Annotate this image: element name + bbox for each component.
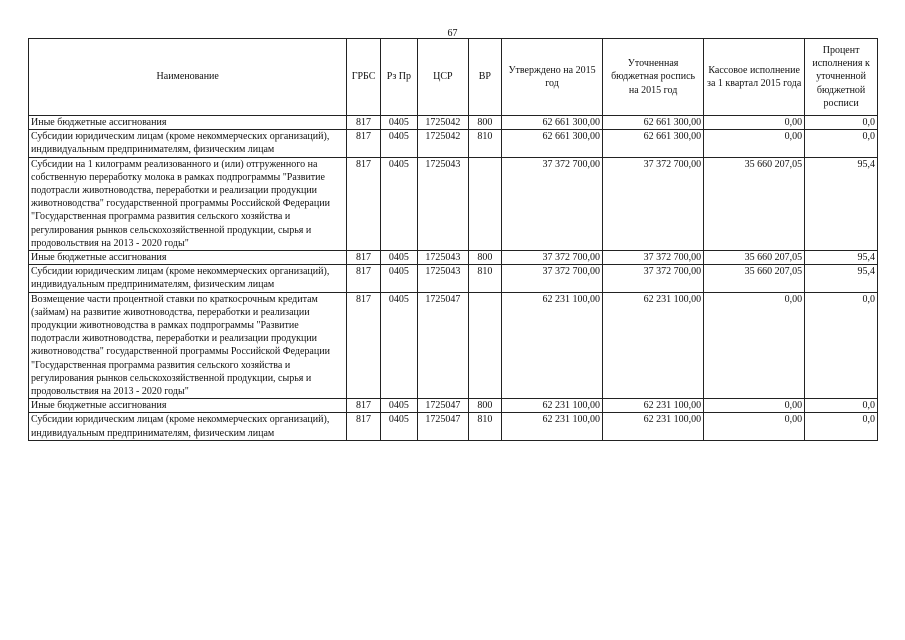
- header-approved: Утверждено на 2015 год: [501, 39, 602, 116]
- header-name: Наименование: [29, 39, 347, 116]
- row-grbs: 817: [347, 413, 380, 440]
- header-percent: Процент исполнения к уточненной бюджетной росписи: [805, 39, 878, 116]
- table-row: [29, 413, 878, 440]
- row-csr: 1725042: [418, 130, 469, 157]
- header-csr: ЦСР: [418, 39, 469, 116]
- row-vr: 800: [468, 251, 501, 265]
- row-vr: 810: [468, 265, 501, 292]
- row-name: Иные бюджетные ассигнования: [29, 251, 347, 265]
- row-name: Иные бюджетные ассигнования: [29, 116, 347, 130]
- row-revised: 62 661 300,00: [603, 116, 704, 130]
- row-percent: 95,4: [805, 251, 878, 265]
- table-row: [29, 251, 878, 265]
- row-approved: 62 661 300,00: [501, 116, 602, 130]
- row-approved: 62 661 300,00: [501, 130, 602, 157]
- table-row: [29, 265, 878, 292]
- row-csr: 1725047: [418, 399, 469, 413]
- row-approved: 62 231 100,00: [501, 413, 602, 440]
- row-csr: 1725043: [418, 251, 469, 265]
- row-rzpr: 0405: [380, 265, 417, 292]
- row-grbs: 817: [347, 292, 380, 399]
- header-grbs: ГРБС: [347, 39, 380, 116]
- table-row: [29, 292, 878, 399]
- row-vr: 800: [468, 116, 501, 130]
- row-revised: 37 372 700,00: [603, 251, 704, 265]
- row-approved: 37 372 700,00: [501, 157, 602, 250]
- row-name: Возмещение части процентной ставки по краткосрочным кредитам (займам) на развитие животноводства, переработки и реализации продукции животноводства в рамках подпрограммы "Развитие подотрасли животноводства, переработки и реализации продукции животноводства" государственной программы Российской Федерации "Государственная программа развития сельского хозяйства и регулирования рынков сельскохозяйственной продукции, сырья и продовольствия на 2013 - 2020 годы": [29, 292, 347, 399]
- table-row: [29, 157, 878, 250]
- row-rzpr: 0405: [380, 130, 417, 157]
- row-revised: 62 231 100,00: [603, 399, 704, 413]
- row-vr: [468, 157, 501, 250]
- row-cash: 0,00: [704, 130, 805, 157]
- row-percent: 95,4: [805, 157, 878, 250]
- row-csr: 1725043: [418, 157, 469, 250]
- row-name: Субсидии юридическим лицам (кроме некоммерческих организаций), индивидуальным предпринимателям, физическим лицам: [29, 130, 347, 157]
- row-revised: 62 231 100,00: [603, 292, 704, 399]
- row-rzpr: 0405: [380, 251, 417, 265]
- row-percent: 0,0: [805, 413, 878, 440]
- row-rzpr: 0405: [380, 157, 417, 250]
- row-approved: 37 372 700,00: [501, 251, 602, 265]
- row-revised: 62 231 100,00: [603, 413, 704, 440]
- row-cash: 0,00: [704, 116, 805, 130]
- row-cash: 35 660 207,05: [704, 265, 805, 292]
- row-percent: 0,0: [805, 292, 878, 399]
- row-percent: 95,4: [805, 265, 878, 292]
- header-revised: Уточненная бюджетная роспись на 2015 год: [603, 39, 704, 116]
- row-percent: 0,0: [805, 116, 878, 130]
- row-approved: 62 231 100,00: [501, 292, 602, 399]
- row-csr: 1725043: [418, 265, 469, 292]
- row-csr: 1725047: [418, 292, 469, 399]
- table-row: [29, 130, 878, 157]
- row-revised: 37 372 700,00: [603, 265, 704, 292]
- row-grbs: 817: [347, 251, 380, 265]
- row-cash: 0,00: [704, 413, 805, 440]
- header-cash: Кассовое исполнение за 1 квартал 2015 года: [704, 39, 805, 116]
- row-revised: 62 661 300,00: [603, 130, 704, 157]
- header-rzpr: Рз Пр: [380, 39, 417, 116]
- row-vr: [468, 292, 501, 399]
- table-header-row: [29, 39, 878, 116]
- row-name: Иные бюджетные ассигнования: [29, 399, 347, 413]
- row-cash: 0,00: [704, 292, 805, 399]
- row-revised: 37 372 700,00: [603, 157, 704, 250]
- page-number: 67: [447, 28, 458, 39]
- row-rzpr: 0405: [380, 399, 417, 413]
- row-rzpr: 0405: [380, 413, 417, 440]
- table-row: [29, 116, 878, 130]
- row-cash: 0,00: [704, 399, 805, 413]
- row-grbs: 817: [347, 130, 380, 157]
- row-grbs: 817: [347, 265, 380, 292]
- row-name: Субсидии на 1 килограмм реализованного и (или) отгруженного на собственную переработку молока в рамках подпрограммы "Развитие подотрасли животноводства, переработки и реализации продукции животноводства" государственной программы Российской Федерации "Государственная программа развития сельского хозяйства и регулирования рынков сельскохозяйственной продукции, сырья и продовольствия на 2013 - 2020 годы": [29, 157, 347, 250]
- row-grbs: 817: [347, 157, 380, 250]
- row-name: Субсидии юридическим лицам (кроме некоммерческих организаций), индивидуальным предпринимателям, физическим лицам: [29, 413, 347, 440]
- row-percent: 0,0: [805, 130, 878, 157]
- row-rzpr: 0405: [380, 116, 417, 130]
- row-approved: 62 231 100,00: [501, 399, 602, 413]
- header-vr: ВР: [468, 39, 501, 116]
- row-name: Субсидии юридическим лицам (кроме некоммерческих организаций), индивидуальным предпринимателям, физическим лицам: [29, 265, 347, 292]
- budget-table: [28, 38, 878, 441]
- row-grbs: 817: [347, 399, 380, 413]
- row-vr: 810: [468, 413, 501, 440]
- row-csr: 1725042: [418, 116, 469, 130]
- row-cash: 35 660 207,05: [704, 251, 805, 265]
- row-vr: 810: [468, 130, 501, 157]
- row-rzpr: 0405: [380, 292, 417, 399]
- row-approved: 37 372 700,00: [501, 265, 602, 292]
- row-vr: 800: [468, 399, 501, 413]
- table-row: [29, 399, 878, 413]
- row-percent: 0,0: [805, 399, 878, 413]
- row-csr: 1725047: [418, 413, 469, 440]
- row-grbs: 817: [347, 116, 380, 130]
- row-cash: 35 660 207,05: [704, 157, 805, 250]
